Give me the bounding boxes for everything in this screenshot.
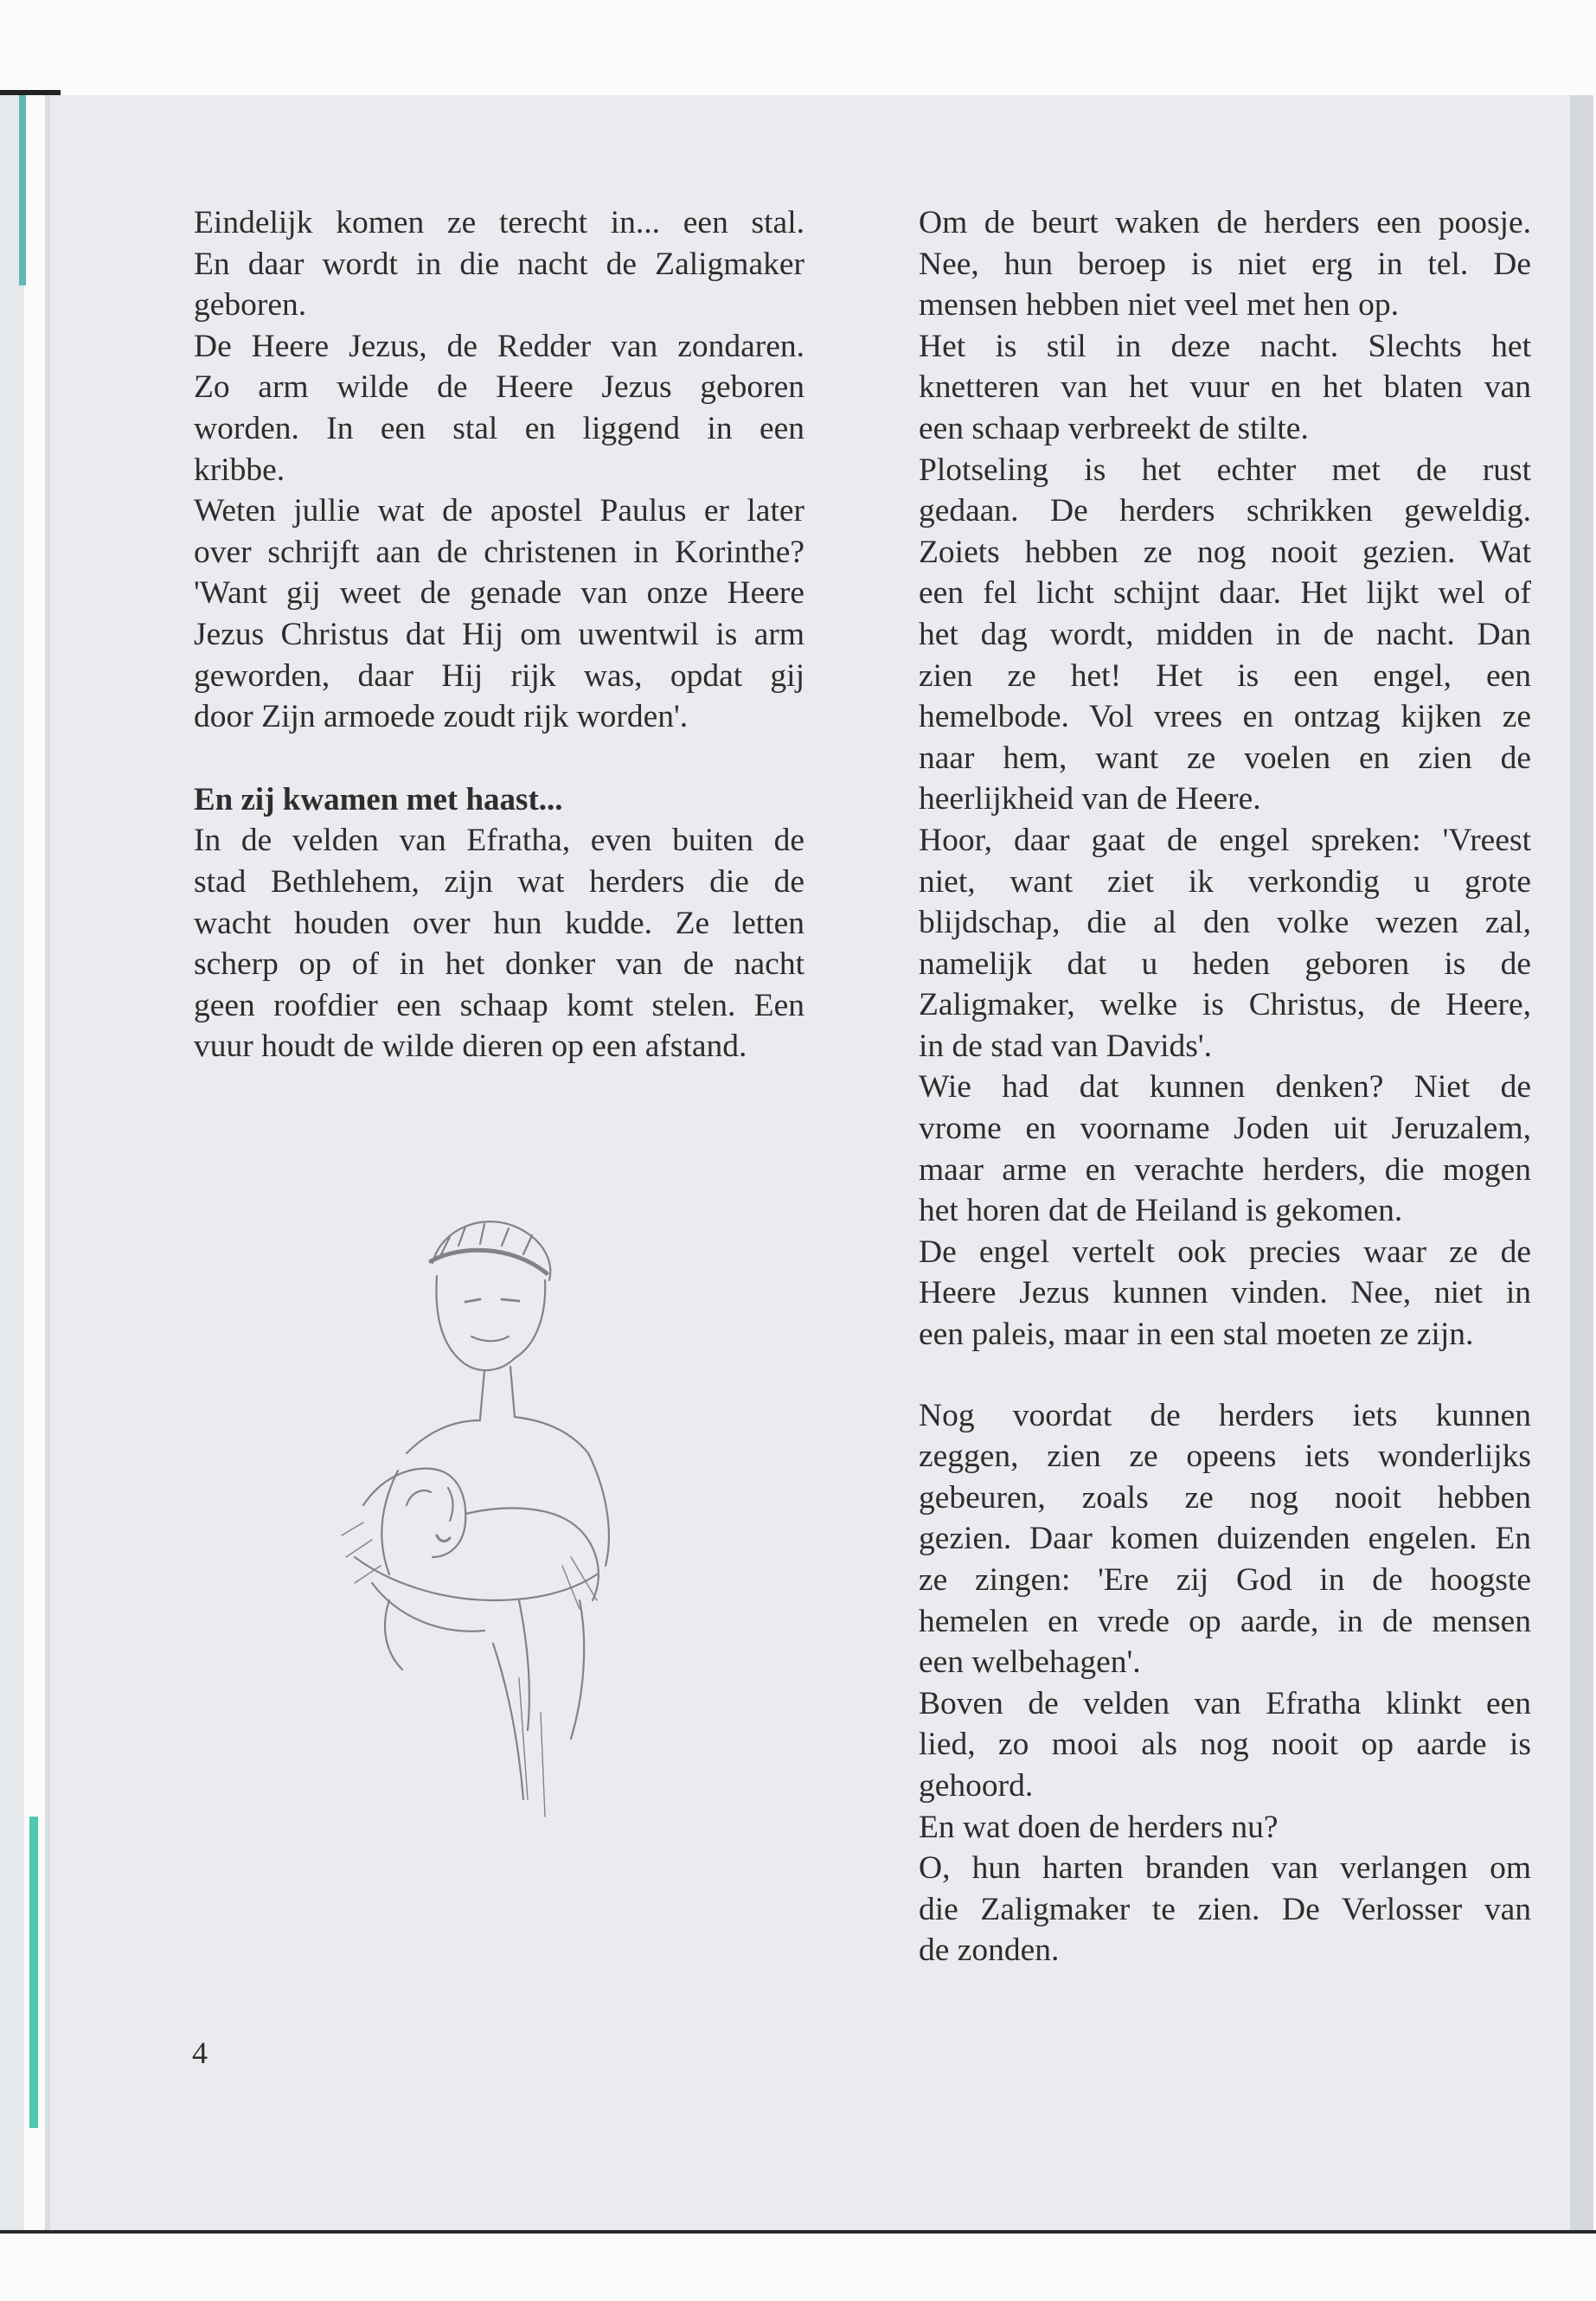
left-column bbox=[194, 202, 804, 1067]
text-line: de zonden. bbox=[919, 1932, 1060, 1969]
book-spine-edge bbox=[0, 95, 24, 2232]
book-cover-edge-teal-lower bbox=[29, 1817, 38, 2128]
text-line: heerlijkheid van de Heere. bbox=[919, 781, 1261, 817]
paragraph-gap bbox=[919, 1356, 1531, 1395]
text-line: Om de beurt waken de herders een poosje. bbox=[919, 205, 1531, 240]
paragraph bbox=[919, 202, 1531, 326]
text-line: Wie had dat kunnen denken? Niet de bbox=[919, 1069, 1531, 1106]
text-line: gebeuren, zoals ze nog nooit hebben bbox=[919, 1479, 1531, 1516]
text-line: Zaligmaker, welke is Christus, de Heere, bbox=[919, 987, 1531, 1023]
paragraph bbox=[194, 820, 804, 1067]
text-line: En daar wordt in die nacht de Zaligmaker bbox=[194, 246, 804, 282]
text-line: geen roofdier een schaap komt stelen. Een bbox=[194, 987, 804, 1023]
text-line: In de velden van Efratha, even buiten de bbox=[194, 823, 804, 859]
paragraph bbox=[919, 450, 1531, 820]
paragraph bbox=[194, 326, 804, 490]
text-line: knetteren van het vuur en het blaten van bbox=[919, 369, 1531, 406]
paragraph bbox=[919, 326, 1531, 450]
text-line: De engel vertelt ook precies waar ze de bbox=[919, 1234, 1531, 1270]
text-line: Zoiets hebben ze nog nooit gezien. Wat bbox=[919, 534, 1531, 570]
paragraph bbox=[919, 1683, 1531, 1807]
text-line: wacht houden over hun kudde. Ze letten bbox=[194, 905, 804, 941]
text-line: gezien. Daar komen duizenden engelen. En bbox=[919, 1521, 1531, 1557]
text-line: vuur houdt de wilde dieren op een afstand. bbox=[194, 1029, 747, 1065]
text-line: En wat doen de herders nu? bbox=[919, 1809, 1279, 1845]
text-line: in de stad van Davids'. bbox=[919, 1028, 1212, 1064]
text-line: hemelbode. Vol vrees en ontzag kijken ze bbox=[919, 699, 1531, 735]
text-line: Weten jullie wat de apostel Paulus er later bbox=[194, 493, 804, 529]
text-line: zien ze het! Het is een engel, een bbox=[919, 657, 1531, 694]
text-line: namelijk dat u heden geboren is de bbox=[919, 945, 1531, 982]
text-line: Boven de velden van Efratha klinkt een bbox=[919, 1685, 1531, 1721]
text-line: gehoord. bbox=[919, 1767, 1034, 1804]
text-line: kribbe. bbox=[194, 452, 285, 488]
shepherd-with-lamb-drawing bbox=[234, 1194, 770, 1868]
scan-bottom-edge bbox=[0, 2230, 1596, 2234]
text-line: zeggen, zien ze opeens iets wonderlijks bbox=[919, 1439, 1531, 1475]
text-line: 'Want gij weet de genade van onze Heere bbox=[194, 575, 804, 612]
text-line: Nog voordat de herders iets kunnen bbox=[919, 1397, 1531, 1433]
text-line: Het is stil in deze nacht. Slechts het bbox=[919, 328, 1531, 364]
paragraph bbox=[194, 202, 804, 326]
right-column bbox=[919, 202, 1531, 1971]
text-line: geboren. bbox=[194, 287, 307, 324]
text-line: Eindelijk komen ze terecht in... een stal. bbox=[194, 205, 804, 240]
text-line: een welbehagen'. bbox=[919, 1644, 1141, 1681]
page-right-edge bbox=[1570, 95, 1593, 2230]
text-line: Plotseling is het echter met de rust bbox=[919, 452, 1531, 488]
book-cover-edge-teal bbox=[19, 95, 26, 285]
paragraph bbox=[919, 820, 1531, 1067]
text-line: gedaan. De herders schrikken geweldig. bbox=[919, 493, 1531, 529]
text-line: hemelen en vrede op aarde, in de mensen bbox=[919, 1603, 1531, 1639]
text-line: Zo arm wilde de Heere Jezus geboren bbox=[194, 369, 804, 406]
text-line: maar arme en verachte herders, die mogen bbox=[919, 1151, 1531, 1188]
text-line: stad Bethlehem, zijn wat herders die de bbox=[194, 863, 804, 900]
text-line: De Heere Jezus, de Redder van zondaren. bbox=[194, 328, 804, 364]
text-line: scherp op of in het donker van de nacht bbox=[194, 946, 804, 983]
text-line: Nee, hun beroep is niet erg in tel. De bbox=[919, 246, 1531, 282]
text-line: het horen dat de Heiland is gekomen. bbox=[919, 1193, 1403, 1229]
text-line: Jezus Christus dat Hij om uwentwil is arm bbox=[194, 616, 804, 652]
text-line: naar hem, want ze voelen en zien de bbox=[919, 740, 1531, 776]
text-line: een paleis, maar in een stal moeten ze zijn. bbox=[919, 1317, 1474, 1353]
text-line: een schaap verbreekt de stilte. bbox=[919, 410, 1309, 446]
text-line: niet, want ziet ik verkondig u grote bbox=[919, 863, 1531, 900]
text-line: lied, zo mooi als nog nooit op aarde is bbox=[919, 1727, 1531, 1763]
text-line: een fel licht schijnt daar. Het lijkt wel of bbox=[919, 575, 1531, 612]
paragraph bbox=[194, 490, 804, 738]
text-line: O, hun harten branden van verlangen om bbox=[919, 1850, 1531, 1887]
text-line: die Zaligmaker te zien. De Verlosser van bbox=[919, 1891, 1531, 1927]
text-line: geworden, daar Hij rijk was, opdat gij bbox=[194, 657, 804, 694]
text-line: door Zijn armoede zoudt rijk worden'. bbox=[194, 699, 689, 735]
text-line: het dag wordt, midden in de nacht. Dan bbox=[919, 616, 1531, 652]
text-line: vrome en voorname Joden uit Jeruzalem, bbox=[919, 1111, 1531, 1147]
text-line: ze zingen: 'Ere zij God in de hoogste bbox=[919, 1562, 1531, 1598]
paragraph bbox=[919, 1807, 1531, 1849]
text-line: Heere Jezus kunnen vinden. Nee, niet in bbox=[919, 1275, 1531, 1311]
section-heading: En zij kwamen met haast... bbox=[194, 781, 563, 817]
page-number: 4 bbox=[192, 2035, 208, 2070]
text-line: blijdschap, die al den volke wezen zal, bbox=[919, 905, 1531, 941]
paragraph bbox=[919, 1067, 1531, 1231]
text-line: worden. In een stal en liggend in een bbox=[194, 410, 804, 446]
paragraph bbox=[919, 1232, 1531, 1356]
paragraph bbox=[919, 1848, 1531, 1971]
text-line: over schrijft aan de christenen in Korinthe? bbox=[194, 534, 804, 570]
paragraph bbox=[919, 1395, 1531, 1683]
text-line: mensen hebben niet veel met hen op. bbox=[919, 287, 1400, 324]
text-line: Hoor, daar gaat de engel spreken: 'Vreest bbox=[919, 822, 1531, 858]
